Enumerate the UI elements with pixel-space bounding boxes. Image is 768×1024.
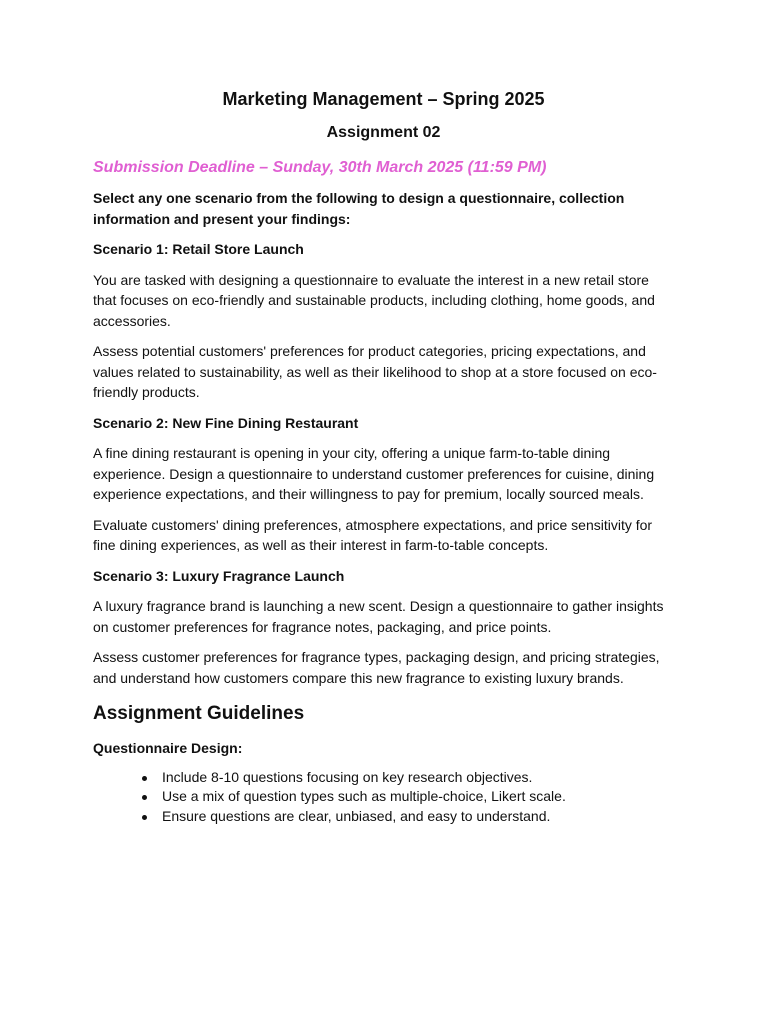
guidelines-list (93, 768, 674, 827)
scenario-paragraph: You are tasked with designing a questionnaire to evaluate the interest in a new retail store that focuses on eco-friendly and sustainable products, including clothing, home goods, and accessories. (93, 271, 655, 329)
scenario-paragraph: Assess potential customers' preferences for product categories, pricing expectations, and values related to sustainability, as well as their likelihood to shop at a store focused on eco-friendly products. (93, 343, 657, 400)
bullet-icon (142, 776, 147, 781)
list-item-text: Include 8-10 questions focusing on key research objectives. (162, 768, 533, 785)
list-item (140, 787, 674, 807)
scenario-2 (93, 413, 674, 556)
scenario-paragraph: Assess customer preferences for fragrance types, packaging design, and pricing strategies, and understand how customers compare this new fragrance to existing luxury brands. (93, 649, 660, 686)
intro-instruction: Select any one scenario from the following to design a questionnaire, collection information and present your findings: (93, 190, 625, 227)
questionnaire-design-heading: Questionnaire Design: (93, 740, 243, 756)
assignment-subtitle: Assignment 02 (326, 124, 441, 141)
scenario-paragraph: A fine dining restaurant is opening in your city, offering a unique farm-to-table dining experience. Design a questionnaire to understand customer preferences for cuisine, dining experience expectations, and their willingness to pay for premium, locally sourced meals. (93, 445, 655, 502)
submission-deadline: Submission Deadline – Sunday, 30th March 2025 (11:59 PM) (93, 159, 547, 176)
scenario-title: Scenario 3: Luxury Fragrance Launch (93, 567, 345, 584)
document-title: Marketing Management – Spring 2025 (222, 89, 545, 109)
scenario-paragraph: Evaluate customers' dining preferences, atmosphere expectations, and price sensitivity for fine dining experiences, as well as their interest in farm-to-table concepts. (93, 516, 653, 553)
bullet-icon (142, 815, 147, 820)
list-item (140, 768, 674, 788)
guidelines-heading: Assignment Guidelines (93, 703, 305, 724)
scenario-paragraph: A luxury fragrance brand is launching a new scent. Design a questionnaire to gather insights on customer preferences for fragrance notes, packaging, and price points. (93, 598, 664, 635)
scenario-1 (93, 239, 674, 403)
scenario-3 (93, 566, 674, 689)
list-item-text: Ensure questions are clear, unbiased, and easy to understand. (162, 807, 551, 824)
scenario-title: Scenario 2: New Fine Dining Restaurant (93, 414, 359, 431)
list-item-text: Use a mix of question types such as multiple-choice, Likert scale. (162, 788, 566, 804)
list-item (140, 807, 674, 827)
scenario-title: Scenario 1: Retail Store Launch (93, 241, 304, 257)
bullet-icon (142, 795, 147, 800)
